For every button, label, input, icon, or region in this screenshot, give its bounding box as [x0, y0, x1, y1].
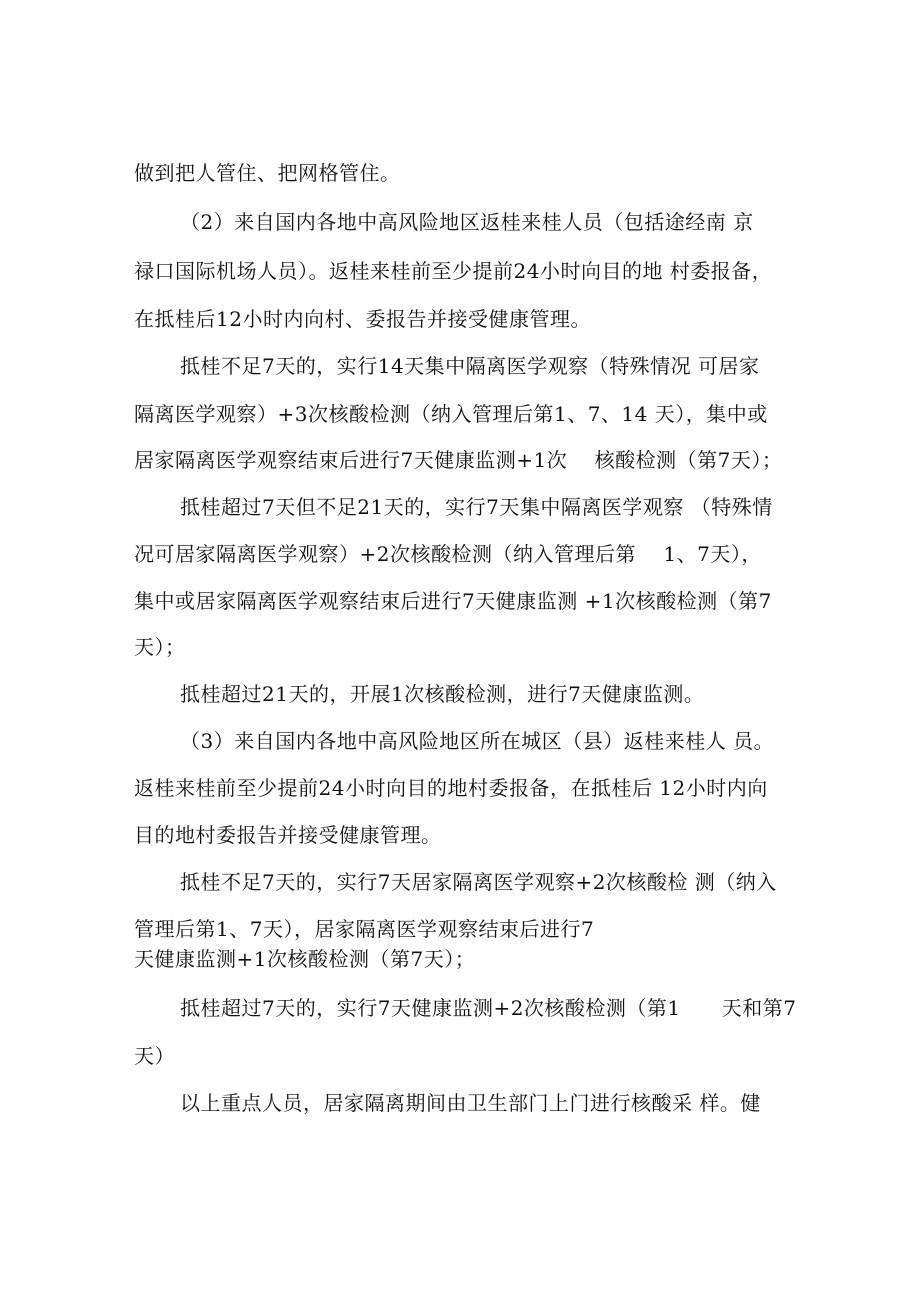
text-line: 目的地村委报告并接受健康管理。 [134, 823, 442, 847]
text-line: 做到把人管住、把网格管住。 [134, 161, 401, 185]
text-line: 天健康监测+1次核酸检测（第7天）； [134, 947, 476, 971]
text-line: 禄口国际机场人员）。返桂来桂前至少提前24小时向目的地 村委报备， [134, 259, 773, 283]
text-line: （3）来自国内各地中高风险地区所在城区（县）返桂来桂人 员。 [180, 729, 775, 753]
text-line: 抵桂超过21天的，开展1次核酸检测，进行7天健康监测。 [180, 682, 705, 706]
text-line: 以上重点人员，居家隔离期间由卫生部门上门进行核酸采 样。健 [180, 1091, 761, 1115]
text-line: 管理后第1、7天），居家隔离医学观察结束后进行7 [134, 917, 595, 941]
text-line: 集中或居家隔离医学观察结束后进行7天健康监测 +1次核酸检测（第7 [134, 589, 772, 613]
text-line: 隔离医学观察）+3次核酸检测（纳入管理后第1、7、14 天），集中或 [134, 402, 768, 426]
text-line: 抵桂不足7天的，实行7天居家隔离医学观察+2次核酸检 测（纳入 [180, 870, 777, 894]
text-line: 返桂来桂前至少提前24小时向目的地村委报备，在抵桂后 12小时内向 [134, 776, 768, 800]
text-line: （2）来自国内各地中高风险地区返桂来桂人员（包括途经南 京 [180, 210, 754, 234]
text-line: 居家隔离医学观察结束后进行7天健康监测+1次 核酸检测（第7天）； [134, 448, 783, 472]
text-line: 抵桂超过7天但不足21天的，实行7天集中隔离医学观察 （特殊情 [180, 495, 773, 519]
text-line: 天）； [134, 635, 186, 659]
text-line: 抵桂超过7天的，实行7天健康监测+2次核酸检测（第1 天和第7 [180, 996, 797, 1020]
text-line: 在抵桂后12小时内向村、委报告并接受健康管理。 [134, 307, 591, 331]
text-line: 抵桂不足7天的，实行14天集中隔离医学观察（特殊情况 可居家 [180, 354, 760, 378]
text-line: 天） [134, 1044, 175, 1068]
text-line: 况可居家隔离医学观察）+2次核酸检测（纳入管理后第 1、7天）， [134, 542, 762, 566]
